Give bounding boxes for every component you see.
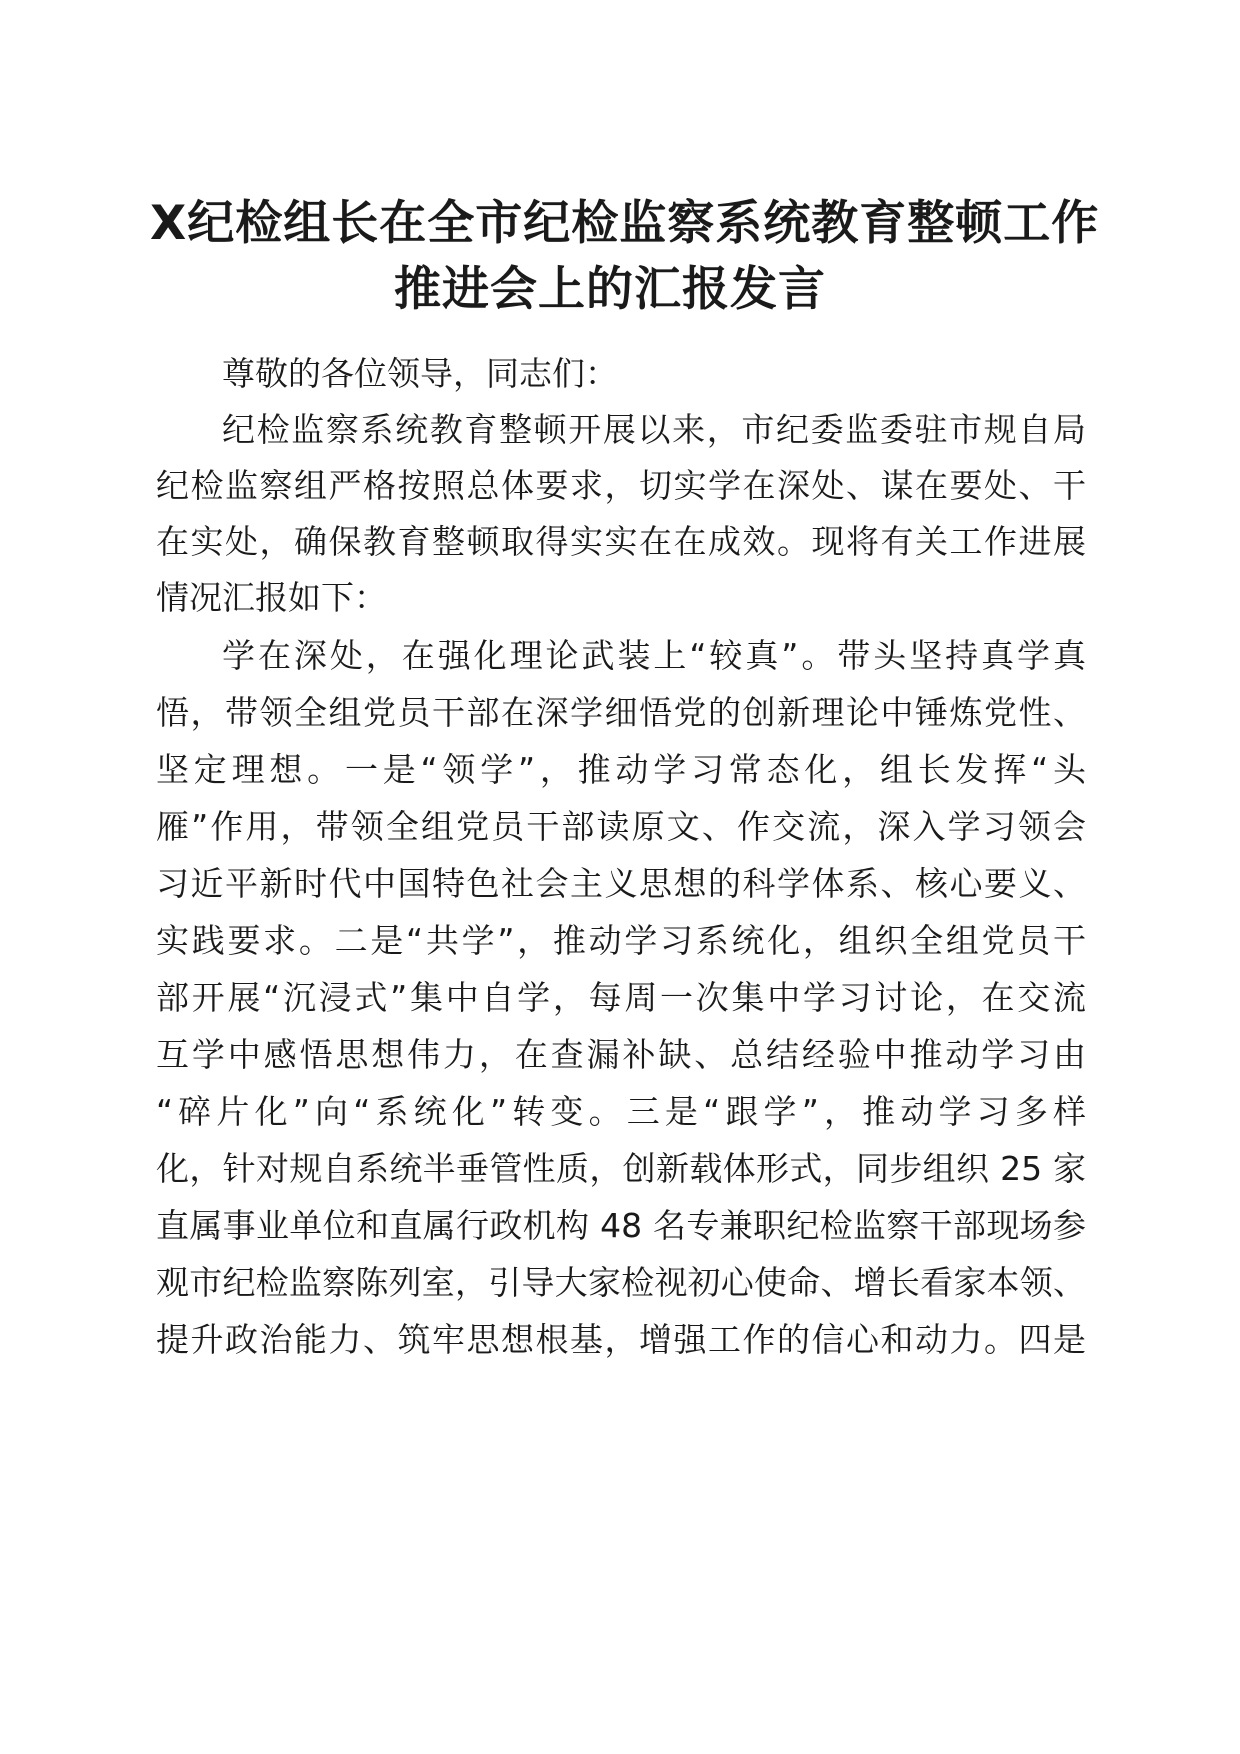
paragraph-line: 实践要求。二是“共学”，推动学习系统化，组织全组党员干 (156, 921, 1086, 960)
document-title-line-2: 推进会上的汇报发言 (394, 262, 826, 317)
paragraph-line: 学在深处，在强化理论武装上“较真”。带头坚持真学真 (222, 636, 1086, 675)
document-title-line-1: X纪检组长在全市纪检监察系统教育整顿工作 (150, 196, 1100, 251)
paragraph-line: 提升政治能力、筑牢思想根基，增强工作的信心和动力。四是 (156, 1320, 1086, 1359)
paragraph-line: 纪检监察组严格按照总体要求，切实学在深处、谋在要处、干 (156, 466, 1086, 505)
paragraph-line: 在实处，确保教育整顿取得实实在在成效。现将有关工作进展 (156, 522, 1086, 561)
paragraph-line: 习近平新时代中国特色社会主义思想的科学体系、核心要义、 (156, 864, 1086, 903)
paragraph-line: 纪检监察系统教育整顿开展以来，市纪委监委驻市规自局 (222, 410, 1086, 449)
paragraph-line: “碎片化”向“系统化”转变。三是“跟学”，推动学习多样 (156, 1092, 1086, 1131)
paragraph-line: 部开展“沉浸式”集中自学，每周一次集中学习讨论，在交流 (156, 978, 1086, 1017)
salutation: 尊敬的各位领导，同志们： (222, 354, 618, 393)
paragraph-line: 情况汇报如下： (156, 578, 387, 617)
paragraph-line: 坚定理想。一是“领学”，推动学习常态化，组长发挥“头 (156, 750, 1086, 789)
paragraph-line: 悟，带领全组党员干部在深学细悟党的创新理论中锤炼党性、 (156, 693, 1086, 732)
paragraph-line: 直属事业单位和直属行政机构 48 名专兼职纪检监察干部现场参 (156, 1206, 1086, 1245)
paragraph-line: 化，针对规自系统半垂管性质，创新载体形式，同步组织 25 家 (156, 1149, 1086, 1188)
paragraph-line: 雁”作用，带领全组党员干部读原文、作交流，深入学习领会 (156, 807, 1086, 846)
paragraph-line: 观市纪检监察陈列室，引导大家检视初心使命、增长看家本领、 (156, 1263, 1086, 1302)
paragraph-line: 互学中感悟思想伟力，在查漏补缺、总结经验中推动学习由 (156, 1035, 1086, 1074)
